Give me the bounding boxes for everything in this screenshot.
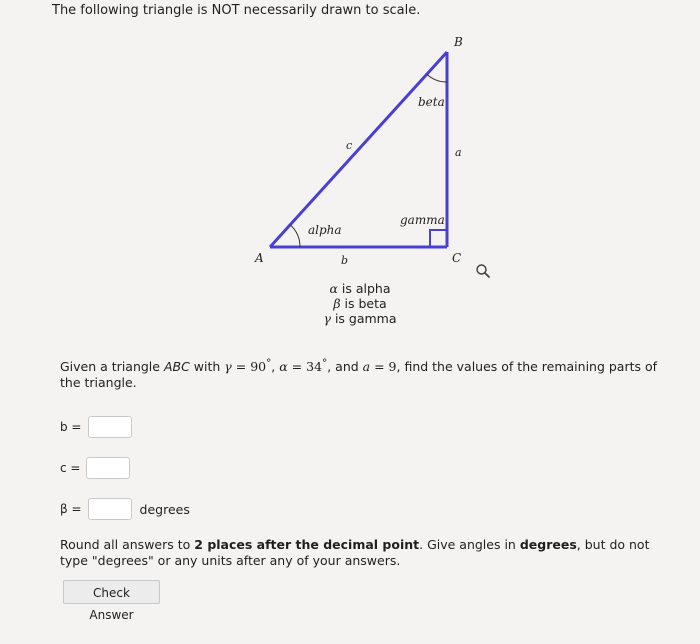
intro-text: The following triangle is NOT necessarily drawn to scale. [52,3,421,18]
gamma-angle-label: gamma [400,213,445,227]
problem-statement: Given a triangle ABC with γ = 90°, α = 34°, and a = 9, find the values of the remaining parts of the triangle. [60,357,658,391]
magnifier-icon[interactable] [475,263,491,279]
beta-input[interactable] [88,498,132,520]
legend-gamma: γ is gamma [323,311,397,326]
vertex-a-label: A [255,251,264,265]
beta-label: β = [60,502,82,516]
beta-arc [427,74,447,82]
rounding-note: Round all answers to 2 places after the decimal point. Give angles in degrees, but do not type "degrees" or any units after any of your answers. [60,537,650,568]
vertex-c-label: C [452,251,462,265]
alpha-angle-label: alpha [308,223,342,237]
legend-beta: β is beta [333,296,387,311]
c-input[interactable] [86,457,130,479]
alpha-arc [290,225,300,247]
b-label: b = [60,420,82,434]
right-angle-marker [430,230,447,247]
angle-legend [300,281,420,326]
side-b-label: b [341,254,349,267]
answer-row-beta [60,498,190,520]
legend-alpha: α is alpha [329,281,391,296]
beta-angle-label: beta [418,95,445,109]
c-label: c = [60,461,81,475]
beta-units: degrees [139,501,190,517]
check-answer-button[interactable]: Check Answer [63,580,160,604]
side-a-label: a [455,146,462,159]
vertex-b-label: B [454,35,463,49]
side-c-label: c [346,139,353,152]
answer-row-c [60,457,130,479]
b-input[interactable] [88,416,132,438]
answer-row-b [60,416,132,438]
